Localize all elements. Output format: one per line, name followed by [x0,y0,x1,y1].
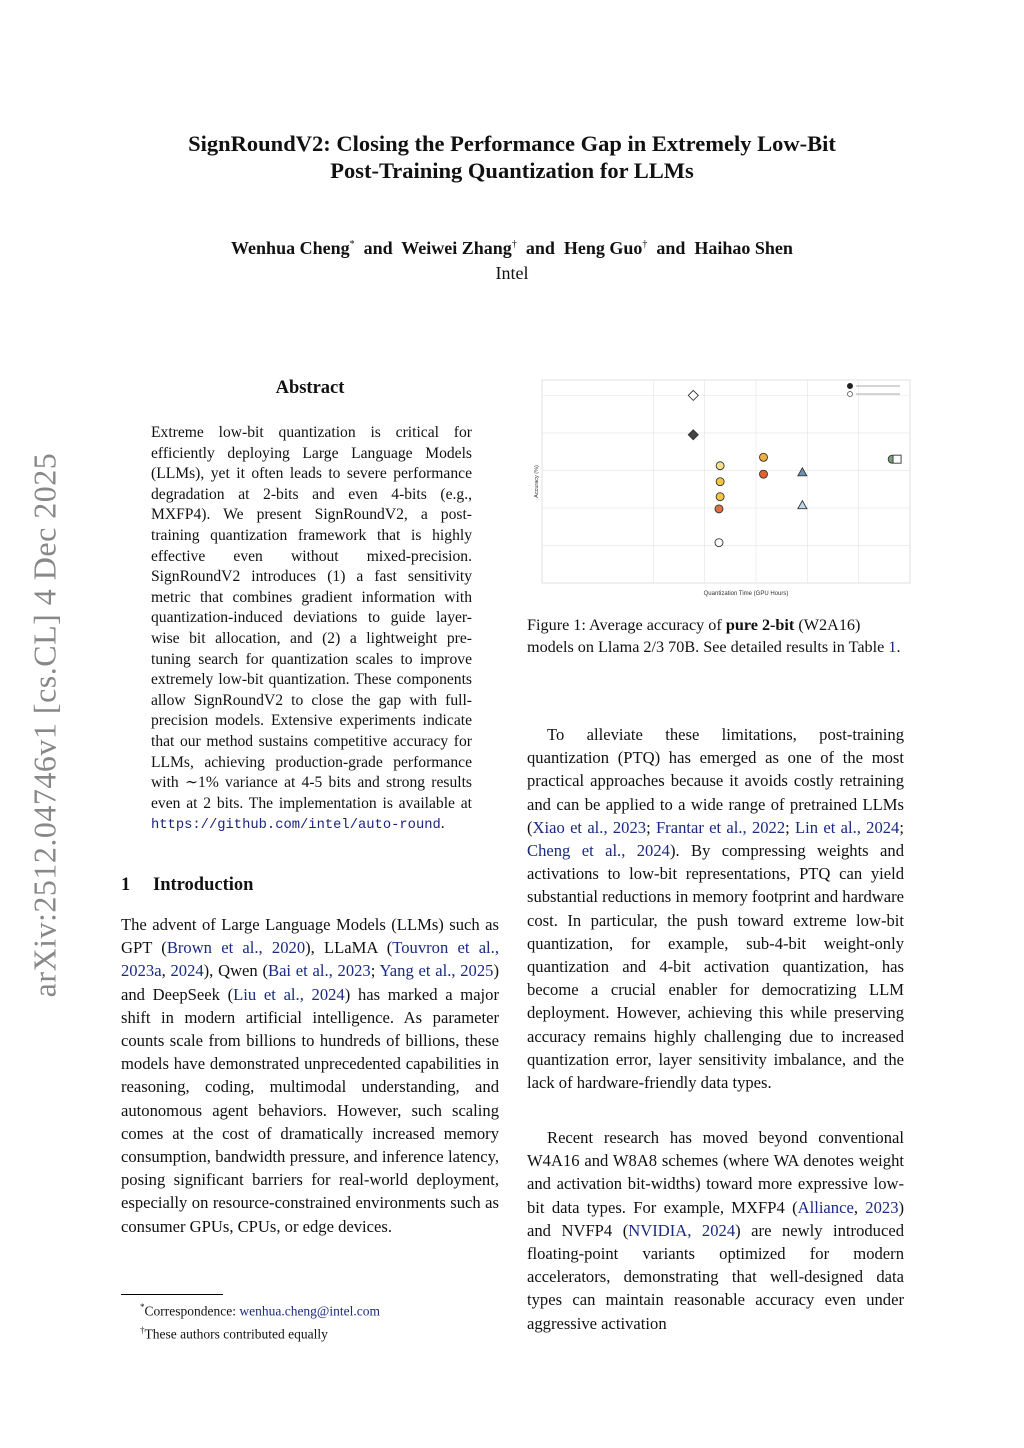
citation-link[interactable]: Bai et al., 2023 [268,961,371,981]
paragraph-text: To alleviate these limitations, post-training quantization (PTQ) has emerged as one of the most practical approaches because it avoids costly retraining and can be applied to a wide range of pretrained LLMs ( [527,725,904,837]
data-point [760,453,768,461]
paragraph-text: The advent of Large Language Models (LLMs) such as GPT ( [121,915,499,958]
data-point [760,470,768,478]
paragraph-text: Recent research has moved beyond conventional W4A16 and W8A8 schemes (where WA denotes weight and activation bit-widths) toward more expressive low-bit data types. For example, MXFP4 ( [527,1128,904,1217]
arxiv-sidebar [10,430,80,1020]
footnote-correspondence: *Correspondence: wenhua.cheng@intel.com [140,1302,380,1319]
title-line-1: SignRoundV2: Closing the Performance Gap in Extremely Low-Bit [188,131,836,156]
paragraph-text: ) and DeepSeek ( [121,961,499,1004]
legend-marker [848,392,853,397]
paragraph-text: , [853,1197,866,1217]
email-link[interactable]: wenhua.cheng@intel.com [239,1303,380,1319]
author-name: Haihao Shen [694,238,793,258]
legend-marker [848,384,853,389]
paper-title [100,130,924,184]
citation-link[interactable]: Alliance [797,1197,854,1217]
footnote-equal-contribution: †These authors contributed equally [140,1324,328,1341]
section-title: Introduction [153,875,254,895]
paragraph-text: ), Qwen ( [203,961,268,981]
author-mark: * [349,239,355,250]
citation-link[interactable]: Yang et al., 2025 [379,961,494,981]
author-name: Weiwei Zhang [401,238,512,258]
paragraph-text: ; [785,817,796,837]
citation-link[interactable]: NVIDIA, 2024 [628,1220,736,1240]
citation-link[interactable]: Lin et al., 2024 [795,817,900,837]
footnote-rule [121,1294,223,1295]
data-point [716,478,724,486]
right-column-bottom [527,1126,904,1335]
paragraph-text: ) has marked a major shift in modern artificial intelligence. As parameter counts scale from billions to hundreds of billions, these models have demonstrated unprecedented capabilities in reasoning, coding, multimodal understanding, and autonomous agent behaviors. However, such scaling comes at the cost of dramatically increased memory consumption, bandwidth pressure, and inference latency, posing significant barriers for real-world deployment, especially on resource-constrained environments such as consumer GPUs, CPUs, or edge devices. [121,984,499,1236]
author-separator: and [354,238,402,258]
citation-link[interactable]: Liu et al., 2024 [233,984,345,1004]
paragraph-text: ) are newly introduced floating-point variants optimized for modern accelerators, demonstrating that well-designed data types can maintain reasonable accuracy even under aggressive activation [527,1220,904,1333]
paragraph-text: ; [370,961,380,981]
arxiv-identifier: arXiv:2512.04746v1 [cs.CL] 4 Dec 2025 [26,452,63,998]
citation-link[interactable]: 2024 [170,961,204,981]
author-list [100,238,924,259]
citation-link[interactable]: 2023 [865,1197,899,1217]
scatter-plot [532,378,913,600]
paragraph-text: ). By compressing weights and activations to low-bit representations, PTQ can yield substantial reductions in memory footprint and hardware cost. In particular, the push toward extreme low-bit quantization, for example, sub-4-bit weight-only quantization and 4-bit activation quantization, has become a crucial enabler for democratizing LLM deployment. However, achieving this while preserving accuracy remains highly challenging due to increased quantization error, layer sensitivity imbalance, and the lack of hardware-friendly data types. [527,841,904,1093]
abstract-text: Extreme low-bit quantization is critical for efficiently deploying Large Language Models (LLMs), yet it often leads to severe performance degradation at 2-bits and even 4-bits (e.g., MXFP4). We present SignRoundV2, a post-training quantization framework that is highly effective even without mixed-precision. SignRoundV2 introduces (1) a fast sensitivity metric that combines gradient information with quantization-induced deviations to guide layer-wise bit allocation, and (2) a lightweight pre-tuning search for quantization scales to improve extremely low-bit quantization. These components allow SignRoundV2 to close the gap with full-precision models. Extensive experiments indicate that our method sustains competitive accuracy for LLMs, achieving production-grade performance with ∼1% variance at 4-5 bits and strong results even at 2 bits. The implementation is available at [151,424,472,812]
citation-link[interactable]: Frantar et al., 2022 [655,817,786,837]
citation-link[interactable]: Touvron et al., 2023a [121,938,499,981]
author-separator: and [516,238,564,258]
author-separator: and [647,238,695,258]
right-column-top [527,723,904,1094]
data-point [716,493,724,501]
plot-area [542,380,910,583]
y-axis-label: Accuracy (%) [534,465,540,498]
data-point [715,539,723,547]
title-line-2: Post-Training Quantization for LLMs [330,158,694,183]
abstract-heading: Abstract [275,378,345,398]
affiliation: Intel [495,263,529,283]
section-heading [121,875,501,896]
abstract-body [151,423,472,837]
code-url-link[interactable]: https://github.com/intel/auto-round [151,818,441,834]
x-axis-label: Quantization Time (GPU Hours) [703,591,789,597]
author-mark: † [642,239,648,250]
intro-paragraph-3 [527,1126,904,1335]
author-name: Wenhua Cheng [231,238,350,258]
paragraph-text: ; [899,817,904,837]
abstract-end: . [440,815,445,833]
citation-link[interactable]: Brown et al., 2020 [166,938,306,958]
data-point [715,505,723,513]
citation-link[interactable]: Xiao et al., 2023 [532,817,647,837]
paragraph-text: ; [646,817,656,837]
data-point [893,455,901,463]
paragraph-text: ) and NVFP4 ( [527,1197,905,1240]
author-name: Heng Guo [563,238,643,258]
figure-1-chart [532,378,913,600]
intro-paragraph-1 [121,913,499,1238]
paragraph-text: ), LLaMA ( [305,938,393,958]
section-number: 1 [121,875,131,895]
paragraph-text: , [161,961,171,981]
citation-link[interactable]: Cheng et al., 2024 [527,841,670,861]
intro-paragraph-2 [527,723,904,1094]
author-mark: † [511,239,517,250]
table-ref-link[interactable]: 1 [888,637,897,656]
data-point [716,462,724,470]
footnotes [140,1298,520,1343]
figure-caption: Figure 1: Average accuracy of pure 2-bit (W2A16) models on Llama 2/3 70B. See detailed results in Table 1. [527,616,901,656]
